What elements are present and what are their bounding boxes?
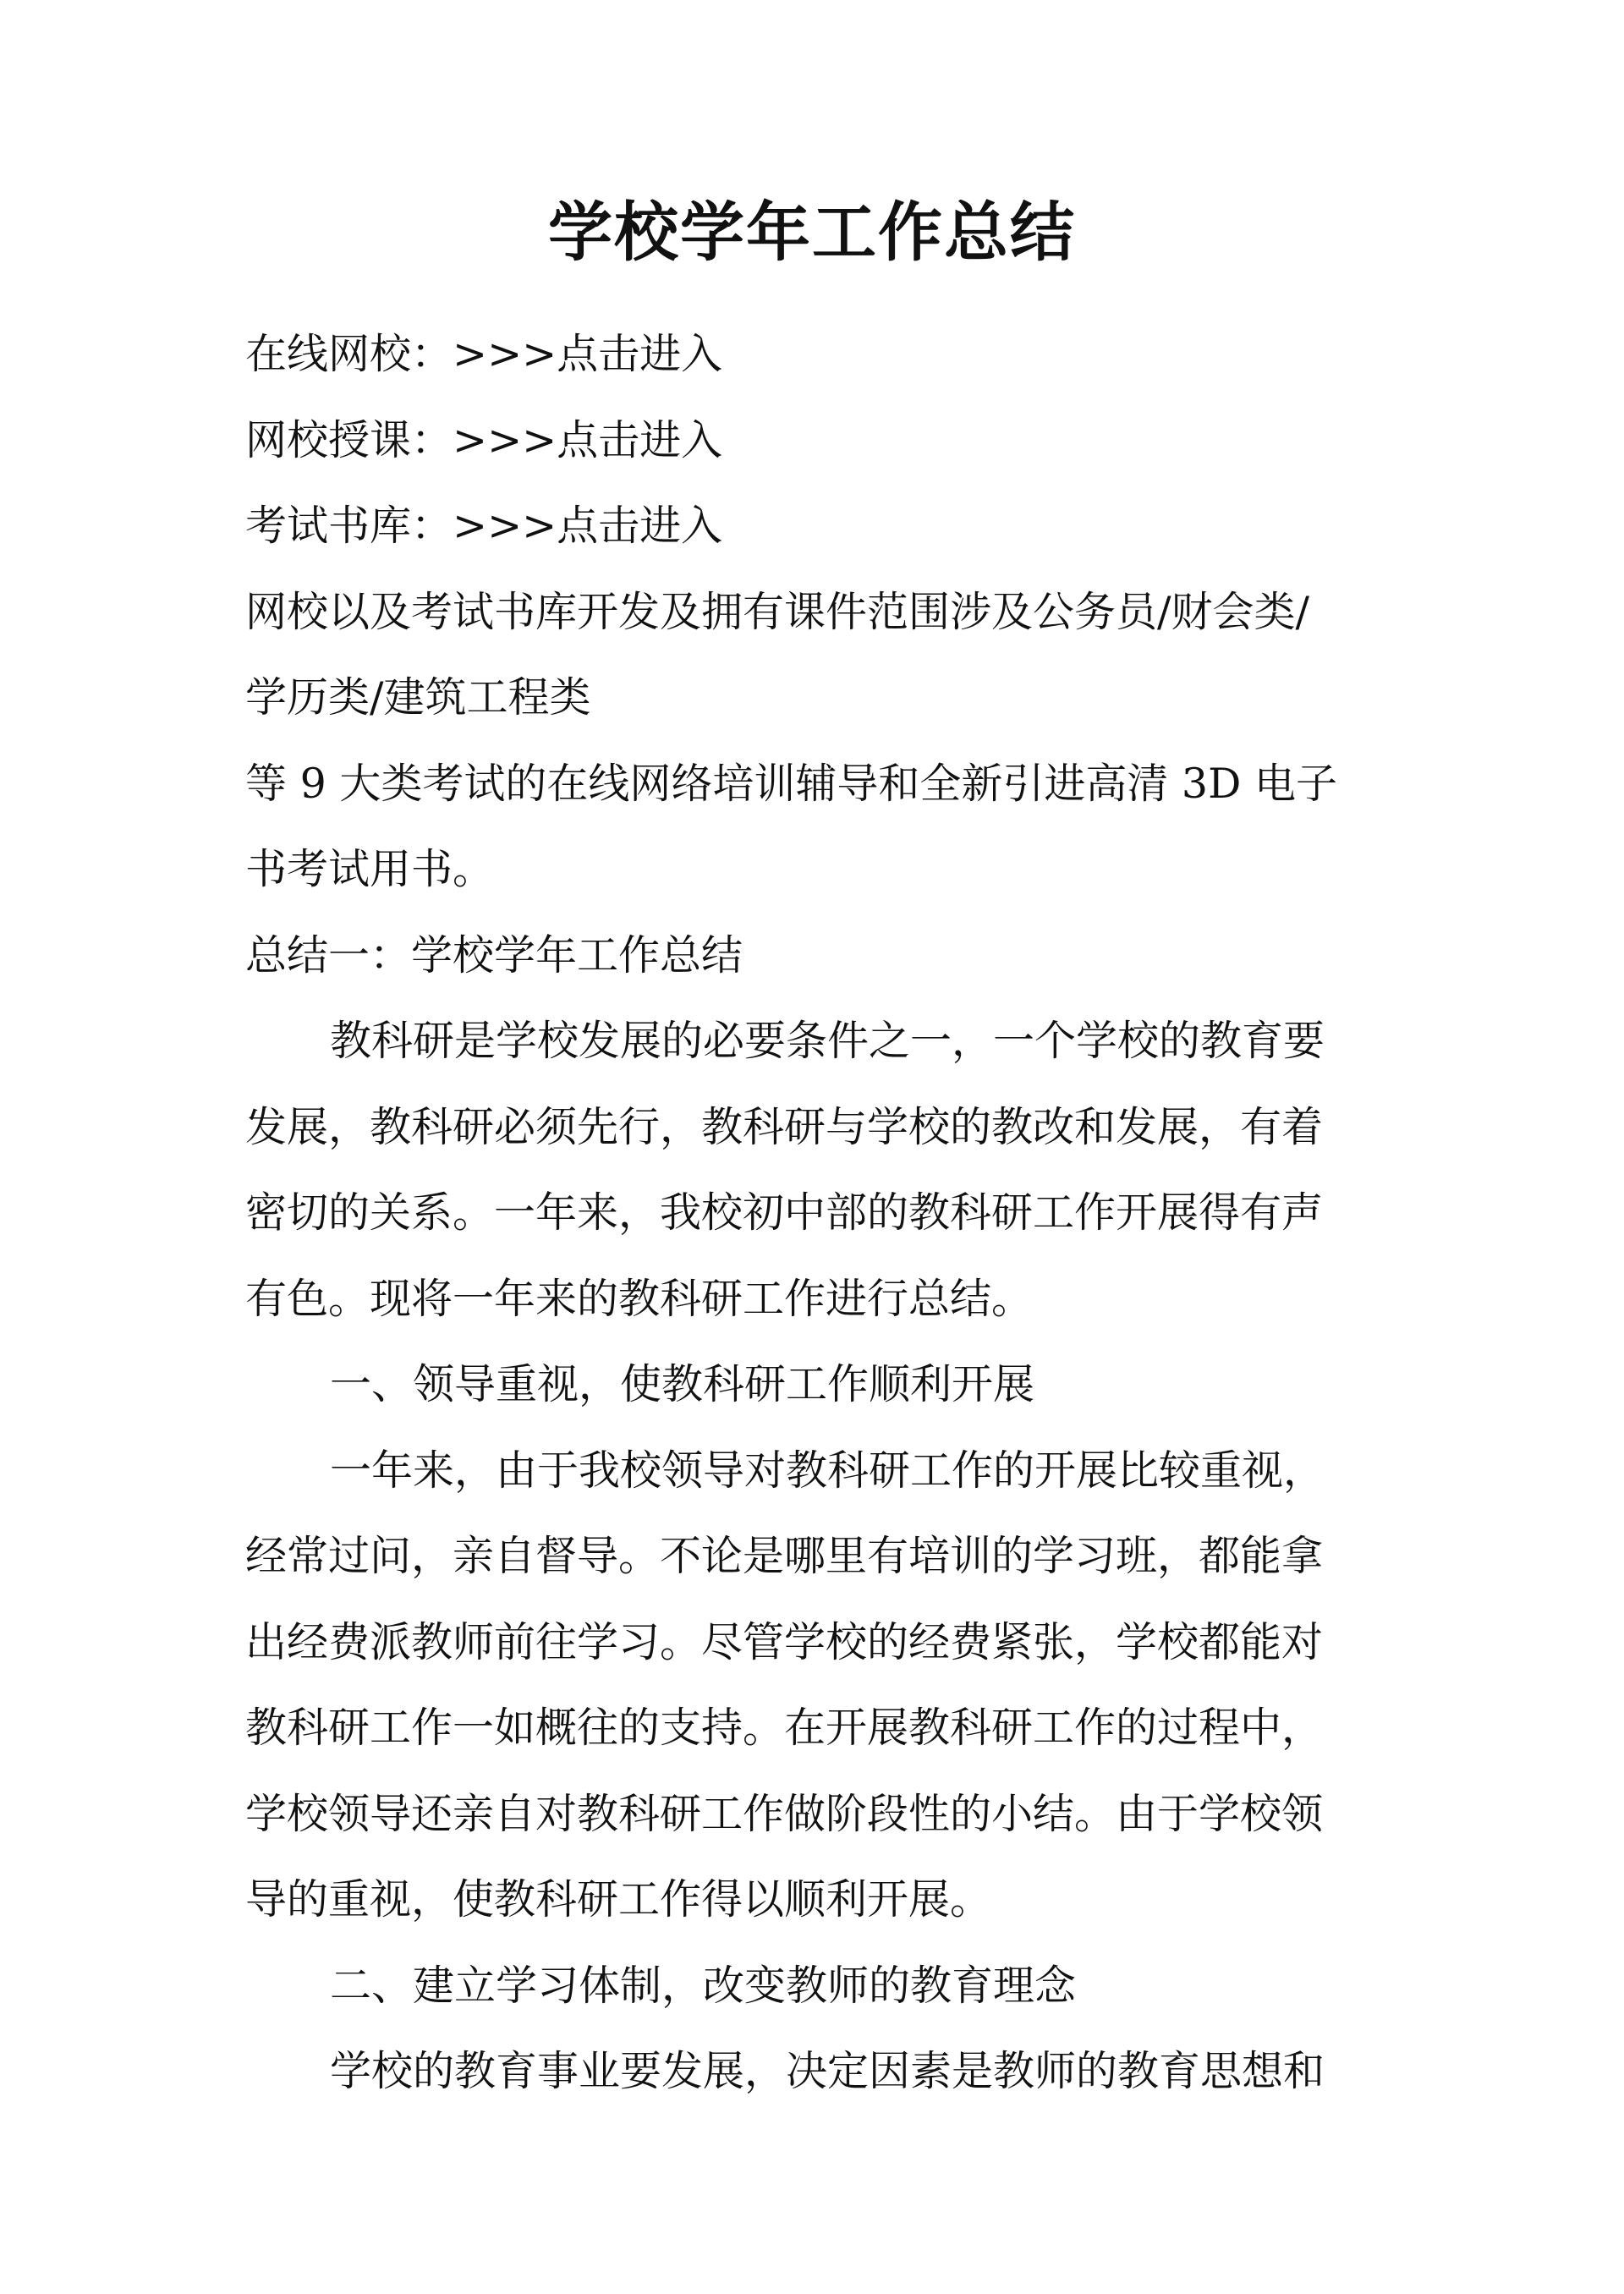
- enter-link[interactable]: >>>点击进入: [453, 502, 723, 550]
- link-row-online-lessons: [245, 398, 1396, 484]
- paragraph-line: 一年来，由于我校领导对教科研工作的开展比较重视，: [330, 1446, 1325, 1495]
- link-row-online-school: [245, 311, 1396, 398]
- paragraph-line: 有色。现将一年来的教科研工作进行总结。: [245, 1274, 1034, 1323]
- text-line: 网校以及考试书库开发及拥有课件范围涉及公务员/财会类/: [245, 587, 1310, 636]
- link-label: 考试书库：: [245, 502, 453, 550]
- text-line: 等 9 大类考试的在线网络培训辅导和全新引进高清 3D 电子: [245, 759, 1337, 808]
- paragraph-line: 密切的关系。一年来，我校初中部的教科研工作开展得有声: [245, 1188, 1324, 1237]
- enter-link[interactable]: >>>点击进入: [453, 415, 723, 464]
- paragraph-line: 教科研工作一如概往的支持。在开展教科研工作的过程中，: [245, 1704, 1324, 1752]
- document-body: [245, 311, 1396, 2115]
- link-label: 在线网校：: [245, 330, 453, 378]
- paragraph-line: 学校的教育事业要发展，决定因素是教师的教育思想和: [330, 2047, 1325, 2095]
- paragraph-line: 发展，教科研必须先行，教科研与学校的教改和发展，有着: [245, 1102, 1324, 1151]
- paragraph-line: 导的重视，使教科研工作得以顺利开展。: [245, 1875, 992, 1924]
- link-row-exam-library: [245, 483, 1396, 569]
- document-title: 学校学年工作总结: [548, 195, 1076, 270]
- paragraph-line: 教科研是学校发展的必要条件之一，一个学校的教育要: [330, 1017, 1325, 1065]
- text-line: 书考试用书。: [245, 845, 495, 893]
- section-heading: 总结一：学校学年工作总结: [245, 930, 743, 980]
- link-label: 网校授课：: [245, 415, 453, 464]
- paragraph-line: 学校领导还亲自对教科研工作做阶段性的小结。由于学校领: [245, 1789, 1324, 1838]
- paragraph-line: 出经费派教师前往学习。尽管学校的经费紧张，学校都能对: [245, 1617, 1324, 1666]
- text-line: 学历类/建筑工程类: [245, 673, 591, 722]
- enter-link[interactable]: >>>点击进入: [453, 330, 723, 378]
- subheading-line: 二、建立学习体制，改变教师的教育理念: [330, 1961, 1077, 2010]
- paragraph-line: 经常过问，亲自督导。不论是哪里有培训的学习班，都能拿: [245, 1532, 1324, 1580]
- subheading-line: 一、领导重视，使教科研工作顺利开展: [330, 1360, 1035, 1408]
